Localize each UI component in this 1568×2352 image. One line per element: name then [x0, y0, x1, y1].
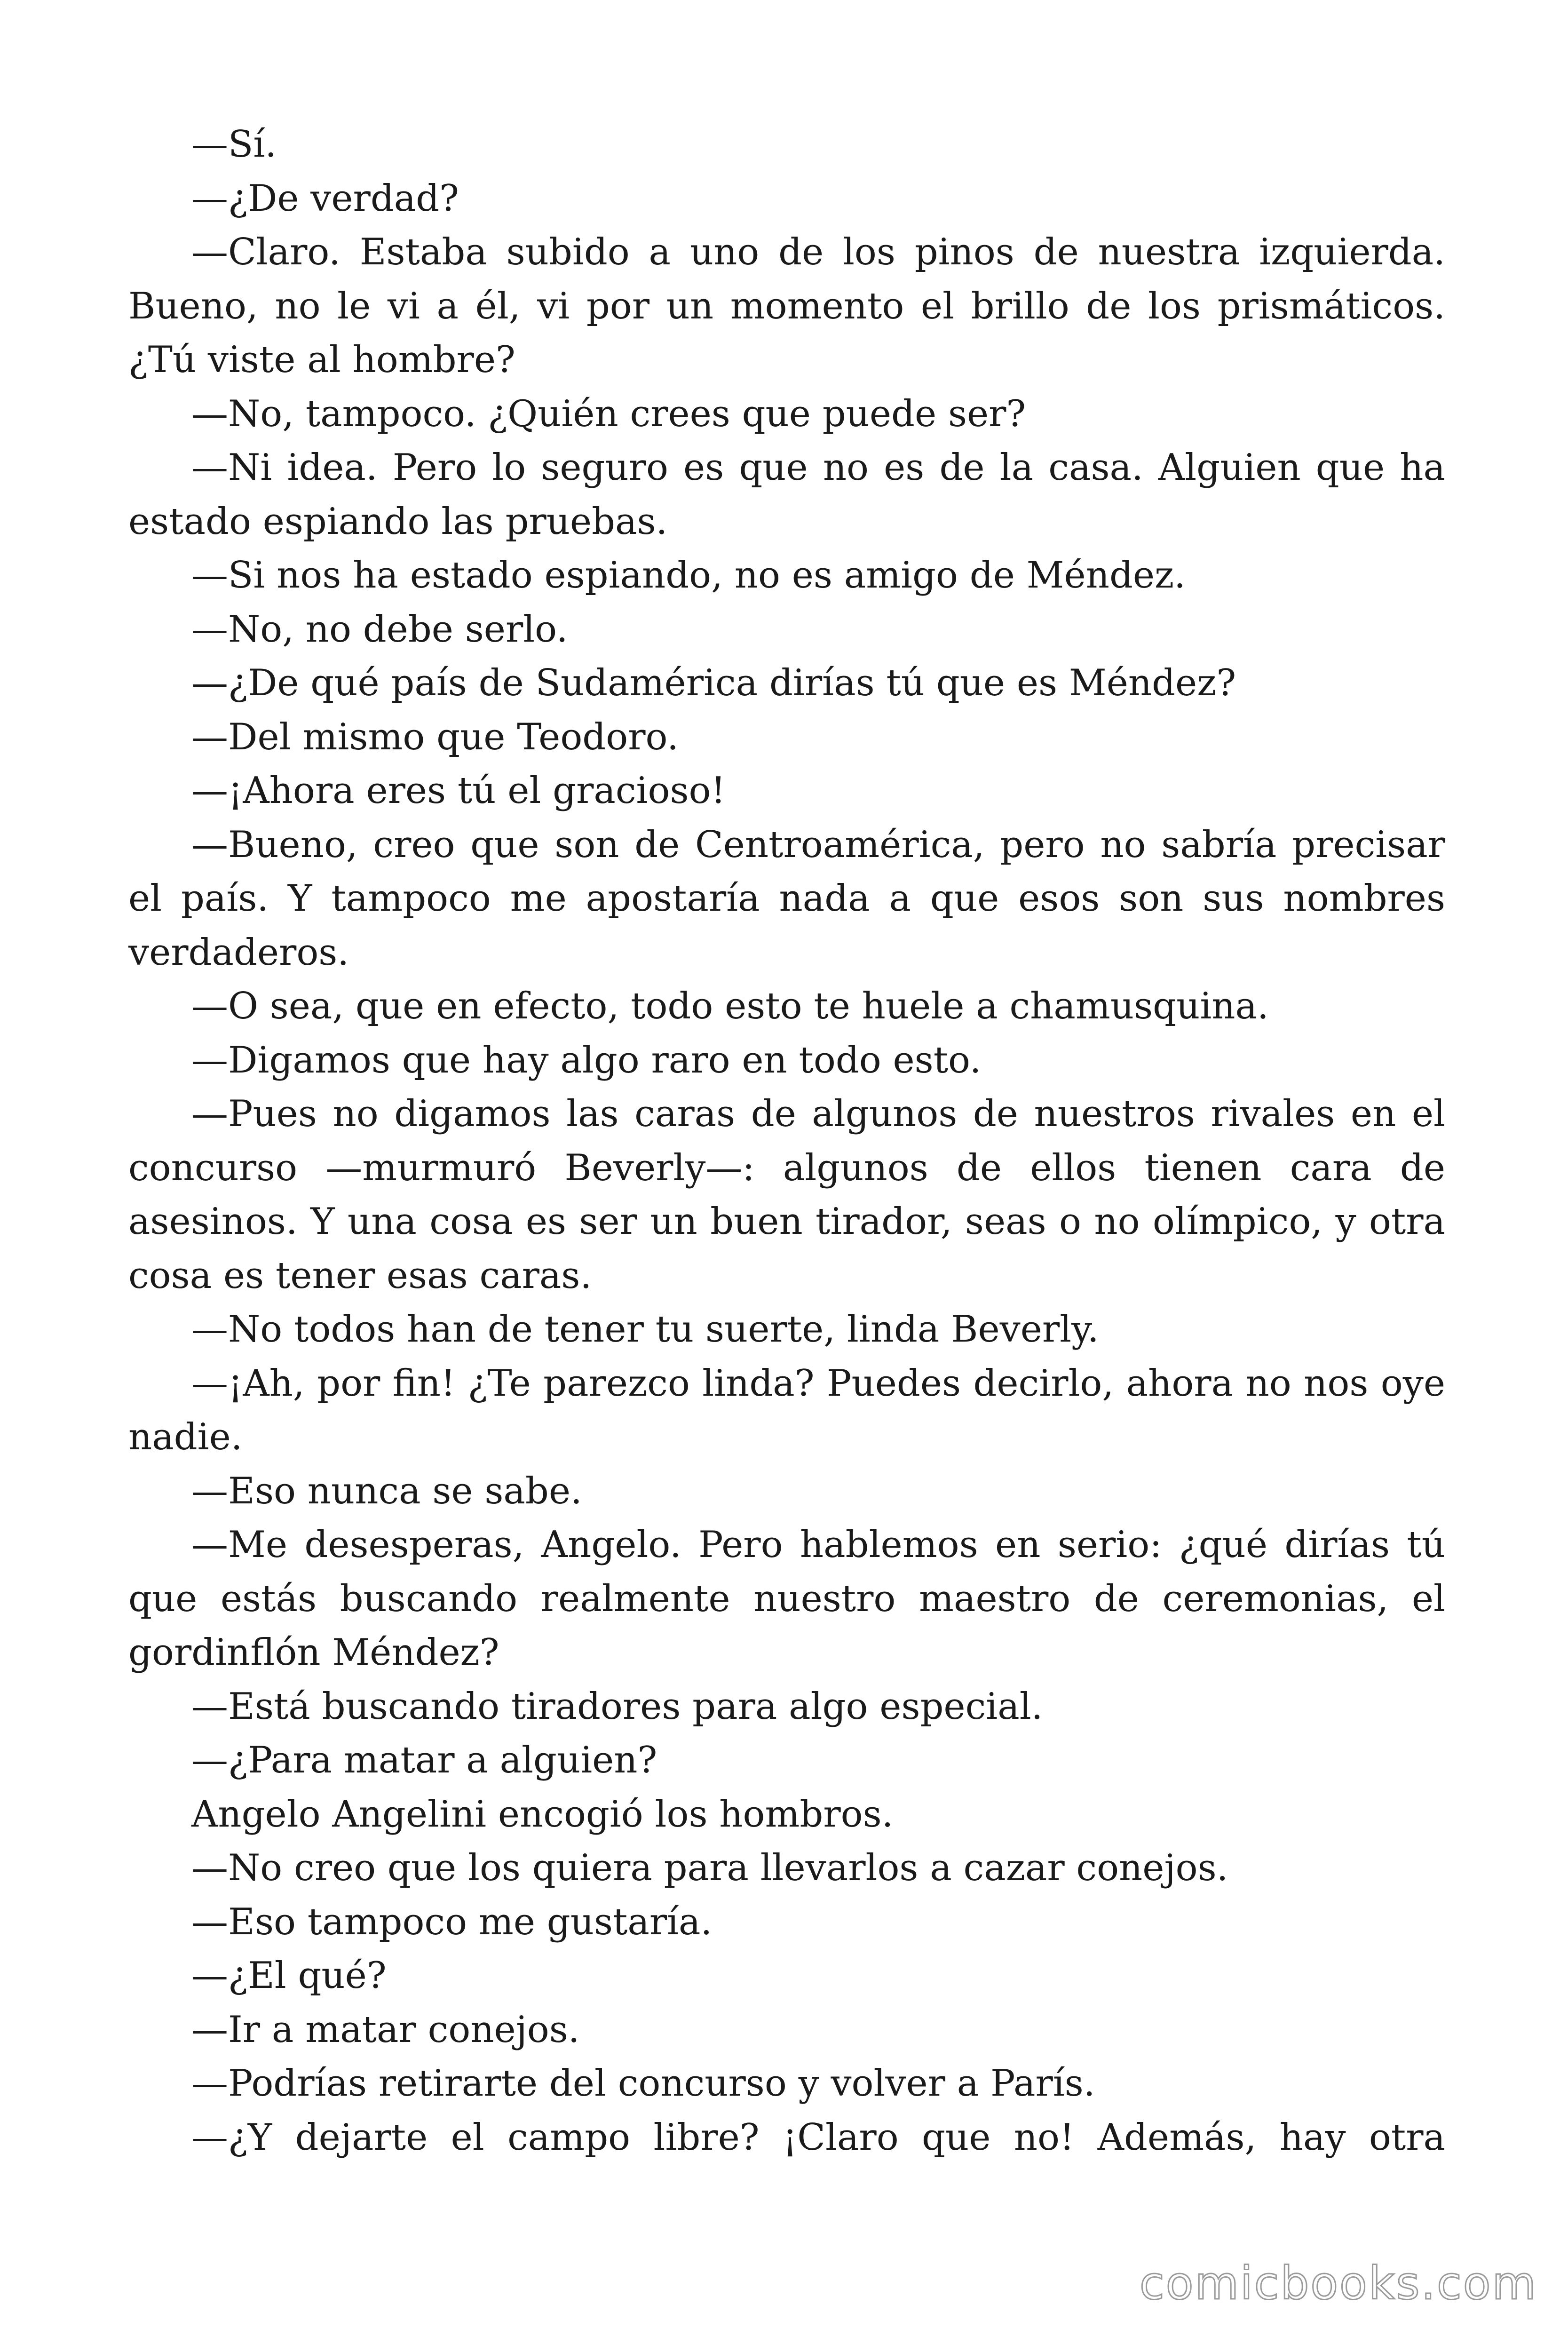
paragraph: —Sí. [191, 123, 277, 166]
paragraph: —Si nos ha estado espiando, no es amigo de Méndez. [191, 554, 1186, 596]
paragraph: —No creo que los quiera para llevarlos a cazar conejos. [191, 1847, 1228, 1889]
watermark: comicbooks.com [1139, 2257, 1537, 2310]
paragraph: —¿De qué país de Sudamérica dirías tú que es Méndez? [191, 662, 1236, 704]
paragraph: —No, no debe serlo. [191, 608, 568, 651]
paragraph: —Está buscando tiradores para algo especial. [191, 1685, 1043, 1728]
paragraph: —¡Ahora eres tú el gracioso! [191, 770, 726, 812]
paragraph: —Ir a matar conejos. [191, 2008, 580, 2051]
paragraph: —Claro. Estaba subido a uno de los pinos de nuestra izquierda. Bueno, no le vi a él, vi por un momento el brillo de los prismáticos. ¿Tú viste al hombre? [128, 231, 1445, 381]
paragraph: Angelo Angelini encogió los hombros. [191, 1793, 894, 1836]
paragraph: —O sea, que en efecto, todo esto te huele a chamusquina. [191, 985, 1269, 1027]
paragraph: —Digamos que hay algo raro en todo esto. [191, 1039, 982, 1081]
paragraph: —No todos han de tener tu suerte, linda Beverly. [191, 1308, 1099, 1351]
paragraph: —Eso tampoco me gustaría. [191, 1900, 713, 1943]
paragraph: —Bueno, creo que son de Centroamérica, pero no sabría precisar el país. Y tampoco me apostaría nada a que esos son sus nombres verdaderos. [128, 823, 1445, 974]
paragraph: —¡Ah, por fin! ¿Te parezco linda? Puedes decirlo, ahora no nos oye nadie. [128, 1362, 1445, 1458]
paragraph: —Ni idea. Pero lo seguro es que no es de la casa. Alguien que ha estado espiando las pruebas. [128, 446, 1445, 543]
paragraph: —Pues no digamos las caras de algunos de nuestros rivales en el concurso —murmuró Beverly—: algunos de ellos tienen cara de asesinos. Y una cosa es ser un buen tirador, seas o no olímpico, y otra cosa es tener esas caras. [128, 1093, 1445, 1297]
paragraph: —¿Para matar a alguien? [191, 1739, 657, 1781]
paragraph: —¿El qué? [191, 1955, 387, 1997]
body-text [128, 118, 1445, 2164]
paragraph-continued: —¿Y dejarte el campo libre? ¡Claro que no! Además, hay otra [191, 2116, 1445, 2159]
paragraph: —No, tampoco. ¿Quién crees que puede ser? [191, 392, 1026, 435]
paragraph: —¿De verdad? [191, 177, 459, 220]
paragraph: —Me desesperas, Angelo. Pero hablemos en serio: ¿qué dirías tú que estás buscando realmente nuestro maestro de ceremonias, el gordinflón Méndez? [128, 1524, 1445, 1674]
paragraph: —Podrías retirarte del concurso y volver a París. [191, 2062, 1095, 2105]
paragraph: —Eso nunca se sabe. [191, 1470, 582, 1512]
paragraph: —Del mismo que Teodoro. [191, 715, 679, 758]
